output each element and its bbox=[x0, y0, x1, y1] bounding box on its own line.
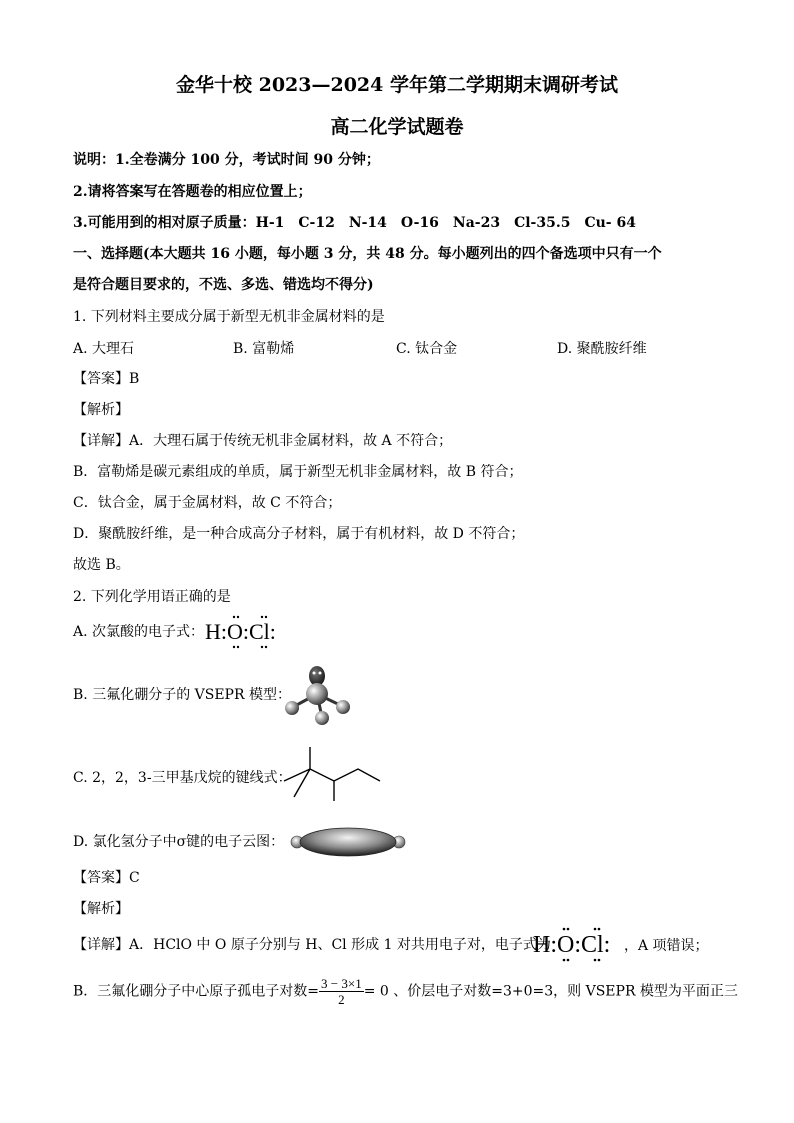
q2-option-c: C. 2，2，3-三甲基戊烷的键线式： bbox=[73, 770, 292, 786]
q2-option-a bbox=[73, 622, 204, 642]
q2-answer: C bbox=[129, 870, 140, 886]
section-heading-line2: 是符合题目要求的，不选、多选、错选均不得分) bbox=[73, 277, 374, 293]
q2-option-d: D. 氯化氢分子中σ键的电子云图： bbox=[73, 834, 285, 850]
instruction-1: 说明：1.全卷满分 100 分，考试时间 90 分钟； bbox=[73, 152, 380, 168]
answer-label: 【答案】 bbox=[73, 870, 129, 886]
q2-detail-b-prefix: B．三氟化硼分子中心原子孤电子对数= bbox=[73, 983, 320, 1000]
q2-option-b: B. 三氟化硼分子的 VSEPR 模型： bbox=[73, 687, 291, 703]
q1-detail-c: C．钛合金，属于金属材料，故 C 不符合； bbox=[73, 495, 342, 511]
hclo-detail-formula-text: H:O:Cl: bbox=[533, 932, 611, 958]
skeletal-formula-figure bbox=[282, 745, 382, 803]
q1-stem: 1. 下列材料主要成分属于新型无机非金属材料的是 bbox=[73, 309, 385, 325]
q1-detail-a: 【详解】A．大理石属于传统无机非金属材料，故 A 不符合； bbox=[73, 433, 453, 449]
q1-option-c: C. 钛合金 bbox=[396, 341, 458, 357]
sigma-bond-cloud-figure bbox=[289, 826, 407, 858]
q1-answer: B bbox=[129, 371, 140, 387]
q2-detail-b-suffix: = 0 、价层电子对数=3+0=3，则 VSEPR 模型为平面正三 bbox=[363, 983, 738, 1000]
q2-analysis-label: 【解析】 bbox=[73, 901, 129, 917]
q2-detail-a bbox=[73, 935, 551, 955]
q2-detail-a-suffix: ，A 项错误； bbox=[624, 938, 709, 954]
q2-stem: 2. 下列化学用语正确的是 bbox=[73, 589, 231, 605]
q1-detail-b: B．富勒烯是碳元素组成的单质，属于新型无机非金属材料，故 B 符合； bbox=[73, 464, 523, 480]
vsepr-model-figure bbox=[280, 660, 355, 730]
answer-label: 【答案】 bbox=[73, 371, 129, 387]
fraction-numerator: 3 − 3×1 bbox=[321, 976, 362, 991]
instruction-2: 2.请将答案写在答题卷的相应位置上； bbox=[73, 184, 312, 200]
q1-option-d: D. 聚酰胺纤维 bbox=[557, 341, 647, 357]
lone-pair-fraction bbox=[319, 976, 364, 1007]
section-heading-line1: 一、选择题(本大题共 16 小题，每小题 3 分，共 48 分。每小题列出的四个备选项中只有一个 bbox=[73, 246, 662, 262]
q1-conclusion: 故选 B。 bbox=[73, 557, 130, 573]
q1-analysis-label: 【解析】 bbox=[73, 402, 129, 418]
instruction-3: 3.可能用到的相对原子质量：H-1 C-12 N-14 O-16 Na-23 Cl-35.5 Cu- 64 bbox=[73, 215, 636, 231]
q1-answer-row bbox=[73, 369, 139, 389]
hclo-electron-formula-option bbox=[204, 614, 284, 650]
hclo-formula-text: H:O:Cl: bbox=[205, 619, 276, 644]
q2-detail-a-prefix: 【详解】A．HClO 中 O 原子分别与 H、Cl 形成 1 对共用电子对，电子式为 bbox=[73, 937, 551, 953]
exam-title: 金华十校 2023—2024 学年第二学期期末调研考试 bbox=[176, 74, 618, 96]
fraction-denominator: 2 bbox=[338, 992, 345, 1007]
q1-option-a: A. 大理石 bbox=[73, 341, 135, 357]
q2-detail-b bbox=[73, 976, 738, 1007]
q2-option-a-text: A. 次氯酸的电子式： bbox=[73, 624, 205, 640]
q1-detail-d: D．聚酰胺纤维，是一种合成高分子材料，属于有机材料，故 D 不符合； bbox=[73, 526, 525, 542]
q2-answer-row bbox=[73, 868, 140, 888]
hclo-electron-formula-detail bbox=[532, 926, 624, 962]
q1-option-b: B. 富勒烯 bbox=[233, 341, 295, 357]
exam-subtitle: 高二化学试题卷 bbox=[330, 116, 464, 138]
